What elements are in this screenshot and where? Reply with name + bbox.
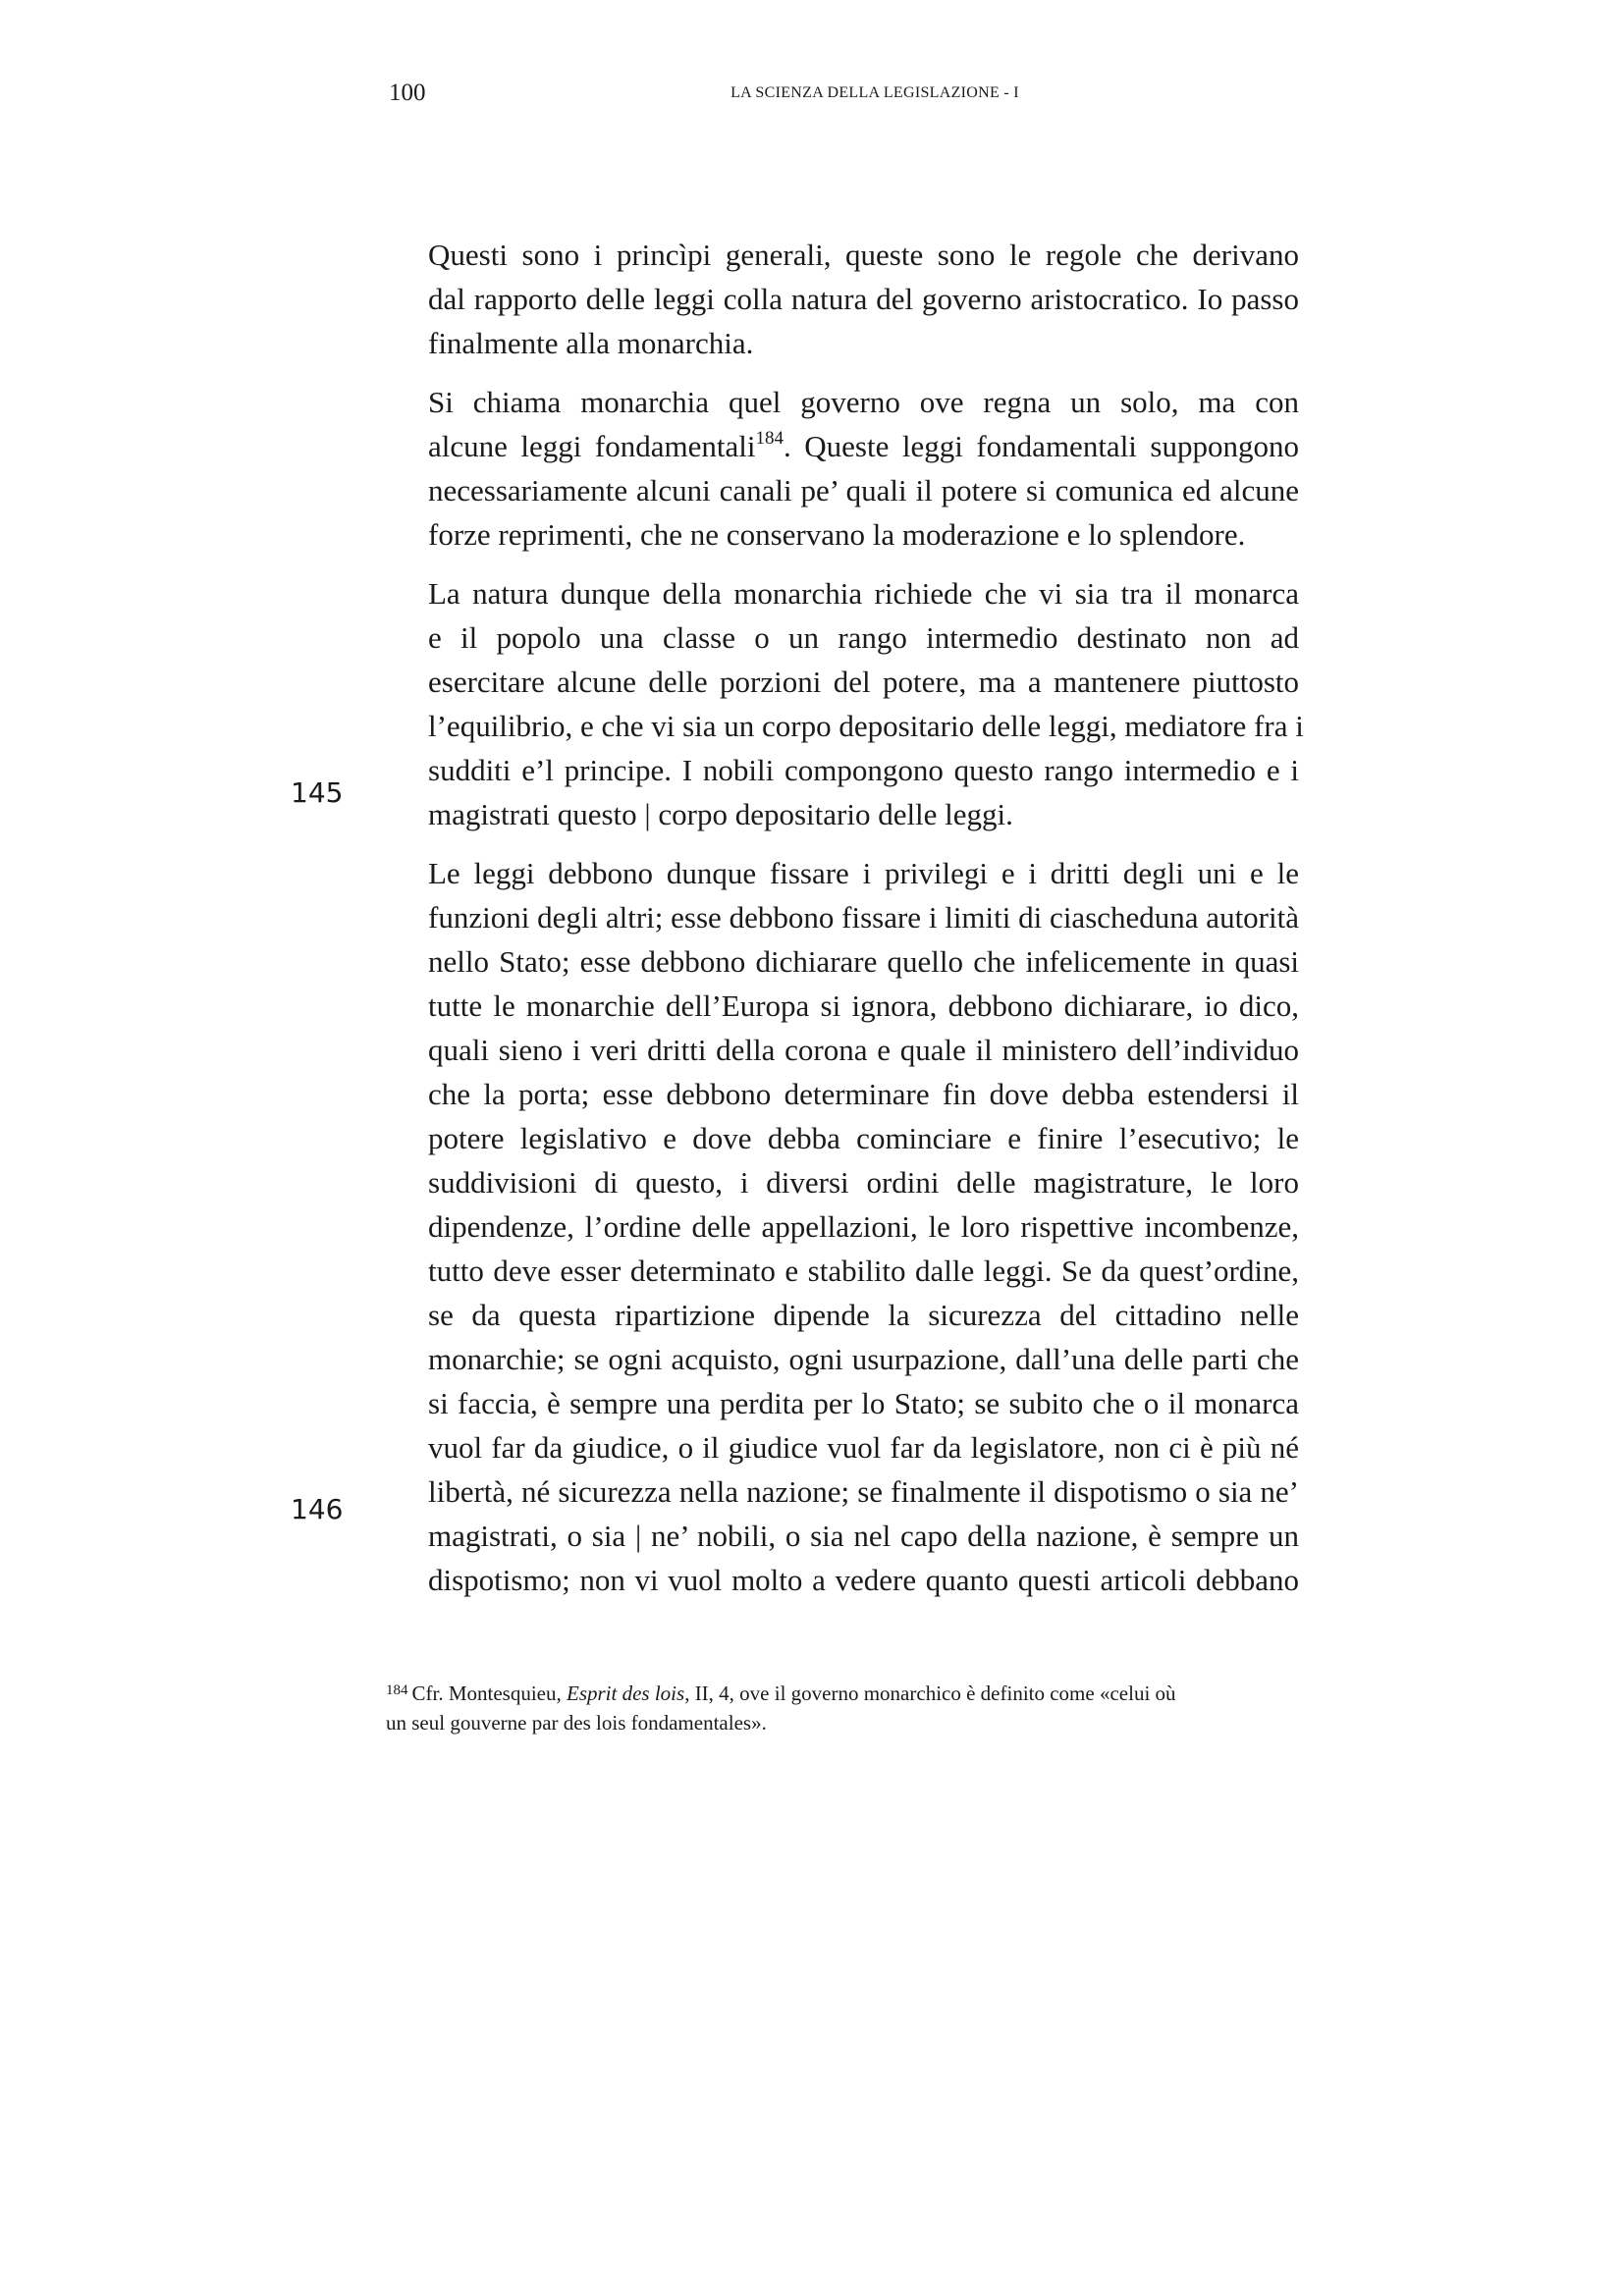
footnote-reference: 184 xyxy=(755,428,784,449)
text-line: si faccia, è sempre una perdita per lo Stato; se subito che o il monarca xyxy=(428,1386,1299,1420)
text-line: suddivisioni di questo, i diversi ordini delle magistrature, le loro xyxy=(428,1165,1299,1200)
text-line: dispotismo; non vi vuol molto a vedere quanto questi articoli debbano xyxy=(428,1563,1299,1597)
text-line: vuol far da giudice, o il giudice vuol far da legislatore, non ci è più né xyxy=(428,1430,1299,1465)
paragraph xyxy=(386,851,1299,1602)
text-line: finalmente alla monarchia. xyxy=(428,326,754,360)
margin-number: 145 xyxy=(291,776,344,809)
text-line xyxy=(386,424,1299,468)
paragraph xyxy=(386,380,1299,557)
body-text xyxy=(386,233,1304,1617)
text-line: Questi sono i princìpi generali, queste sono le regole che derivano xyxy=(428,238,1299,272)
paragraph xyxy=(386,571,1304,836)
footnote xyxy=(386,1676,1299,1737)
text-line: esercitare alcune delle porzioni del potere, ma a mantenere piuttosto xyxy=(428,665,1299,699)
text-line: sudditi e’l principe. I nobili compongono questo rango intermedio e i xyxy=(428,753,1299,787)
text-line: dipendenze, l’ordine delle appellazioni, le loro rispettive incombenze, xyxy=(428,1209,1299,1244)
text-line: libertà, né sicurezza nella nazione; se finalmente il dispotismo o sia ne’ xyxy=(428,1474,1299,1509)
text-line: dal rapporto delle leggi colla natura del governo aristocratico. Io passo xyxy=(428,282,1299,316)
running-title: LA SCIENZA DELLA LEGISLAZIONE - I xyxy=(730,84,1019,101)
text-line: monarchie; se ogni acquisto, ogni usurpazione, dall’una delle parti che xyxy=(428,1342,1299,1376)
text-line: La natura dunque della monarchia richiede che vi sia tra il monarca xyxy=(428,576,1299,611)
paragraph xyxy=(386,233,1299,365)
text-line: l’equilibrio, e che vi sia un corpo depositario delle leggi, mediatore fra i xyxy=(428,709,1304,743)
text-line: potere legislativo e dove debba cominciare e finire l’esecutivo; le xyxy=(428,1121,1299,1155)
text-fragment: alcune leggi fondamentali xyxy=(428,429,756,463)
running-head xyxy=(389,77,1296,110)
text-line: necessariamente alcuni canali pe’ quali il potere si comunica ed alcune xyxy=(428,473,1299,507)
text-line: nello Stato; esse debbono dichiarare quello che infelicemente in quasi xyxy=(428,944,1299,979)
text-line: forze reprimenti, che ne conservano la moderazione e lo splendore. xyxy=(428,517,1246,552)
text-line: magistrati questo | corpo depositario delle leggi. xyxy=(428,797,1013,831)
text-line: funzioni degli altri; esse debbono fissare i limiti di ciascheduna autorità xyxy=(428,900,1299,934)
text-line: quali sieno i veri dritti della corona e quale il ministero dell’individuo xyxy=(428,1033,1299,1067)
text-line: Si chiama monarchia quel governo ove regna un solo, ma con xyxy=(428,385,1299,419)
footnote-text: , II, 4, ove il governo monarchico è definito come «celui où xyxy=(684,1682,1176,1705)
text-line: tutto deve esser determinato e stabilito dalle leggi. Se da quest’ordine, xyxy=(428,1254,1299,1288)
margin-number: 146 xyxy=(291,1493,344,1525)
text-line: e il popolo una classe o un rango intermedio destinato non ad xyxy=(428,620,1299,655)
text-line: Le leggi debbono dunque fissare i privilegi e i dritti degli uni e le xyxy=(428,856,1299,890)
text-line: che la porta; esse debbono determinare fin dove debba estendersi il xyxy=(428,1077,1299,1111)
text-line: tutte le monarchie dell’Europa si ignora, debbono dichiarare, io dico, xyxy=(428,988,1299,1023)
footnote-work-title: Esprit des lois xyxy=(567,1682,685,1705)
text-line: magistrati, o sia | ne’ nobili, o sia nel capo della nazione, è sempre un xyxy=(428,1519,1299,1553)
footnote-text: un seul gouverne par des lois fondamentales». xyxy=(386,1711,767,1735)
text-line: se da questa ripartizione dipende la sicurezza del cittadino nelle xyxy=(428,1298,1299,1332)
footnote-text: Cfr. Montesquieu, xyxy=(411,1682,567,1705)
text-fragment: . Queste leggi fondamentali suppongono xyxy=(783,429,1300,463)
footnote-number: 184 xyxy=(386,1682,408,1698)
page-number: 100 xyxy=(389,80,426,106)
